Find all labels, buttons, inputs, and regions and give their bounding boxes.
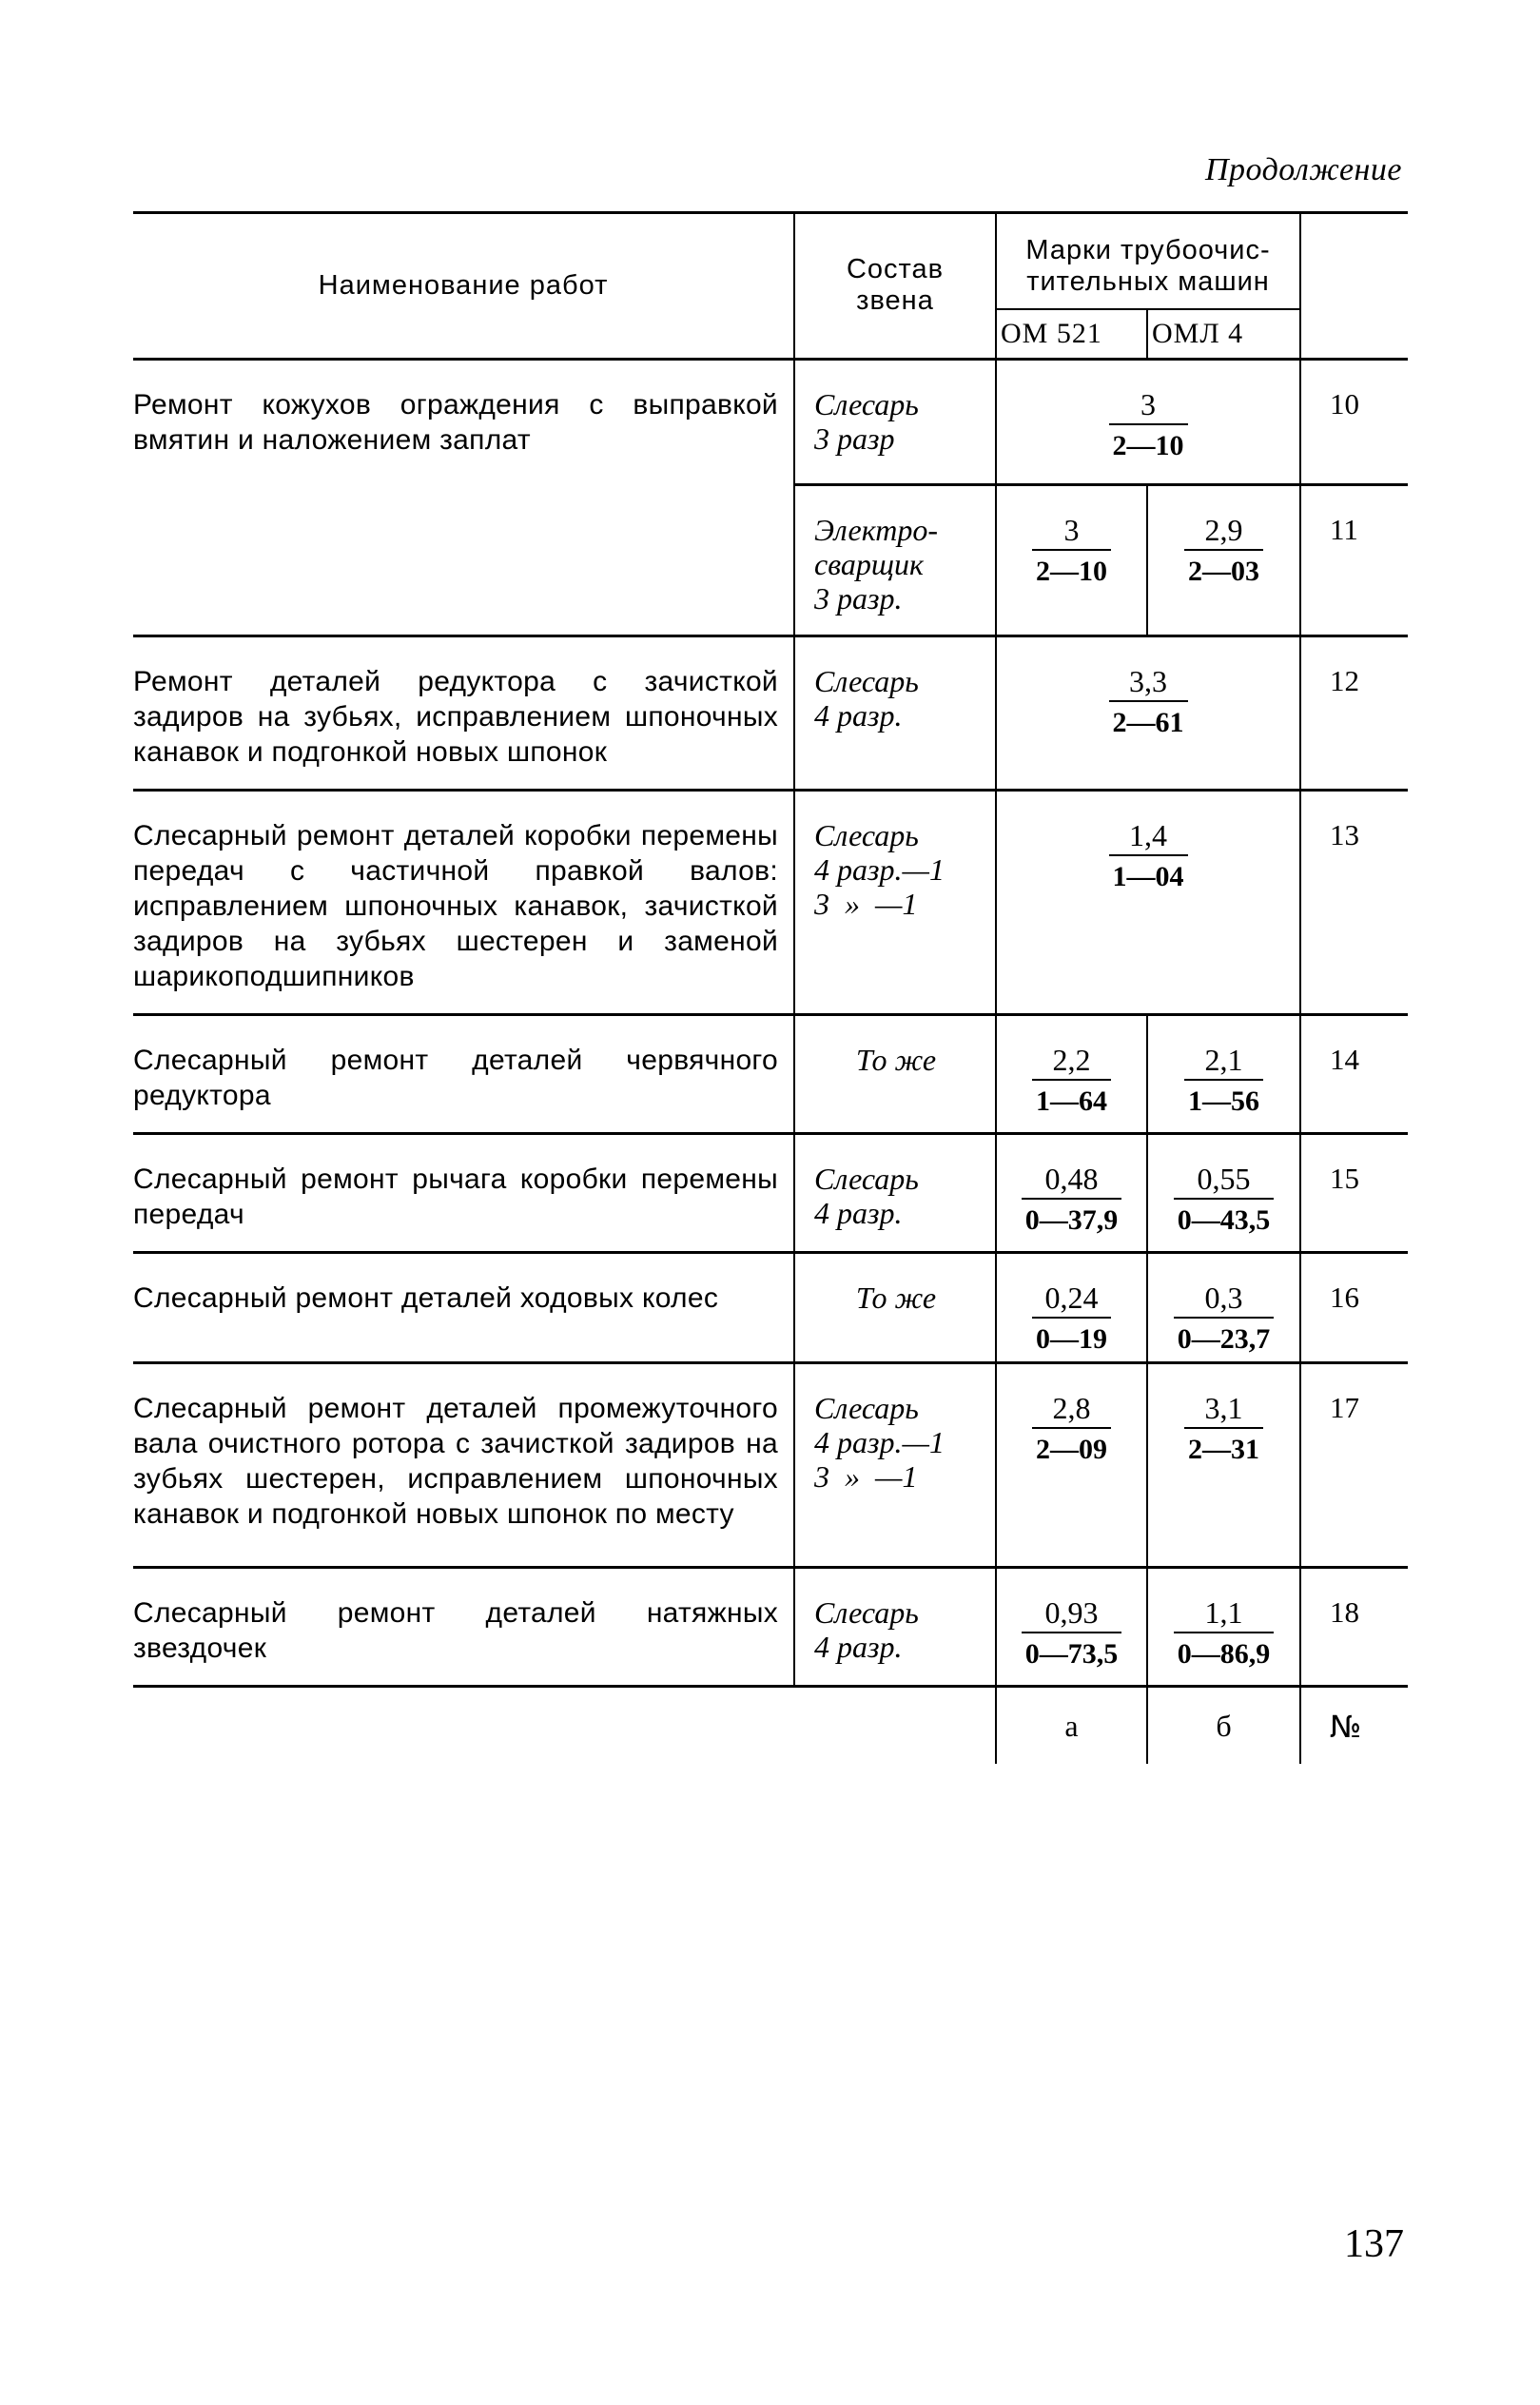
norm-a-fraction-hours: 2,8 [1032, 1391, 1111, 1429]
norm-a-fraction-price: 0—19 [1036, 1322, 1107, 1355]
norms-table [133, 211, 1408, 1764]
header-work-name: Наименование работ [133, 213, 794, 360]
crew-line: 3 разр. [814, 580, 903, 616]
norm-a-fraction-hours: 2,2 [1032, 1043, 1111, 1081]
row-number: 11 [1300, 484, 1408, 635]
crew-line: Слесарь [814, 1390, 919, 1425]
row-number: 10 [1300, 359, 1408, 484]
norm-b-fraction [1148, 1364, 1299, 1467]
table-row [133, 359, 1408, 484]
norm-fraction [997, 361, 1299, 463]
norm-a-fraction [997, 1016, 1146, 1119]
norm-fraction-hours: 3 [1109, 387, 1188, 425]
norm-a-fraction [997, 1364, 1146, 1467]
norm-b-fraction-price: 0—86,9 [1177, 1637, 1271, 1670]
norm-merged-cell [996, 359, 1300, 484]
norm-a-cell [996, 1133, 1147, 1252]
norm-a-fraction-inner [1032, 1391, 1111, 1467]
table-row [133, 1567, 1408, 1686]
row-number: 17 [1300, 1362, 1408, 1567]
norm-fraction-price: 1—04 [1112, 860, 1184, 892]
crew-line: Слесарь [814, 663, 919, 698]
norm-a-cell [996, 484, 1147, 635]
norm-fraction-inner [1109, 664, 1188, 740]
norm-a-fraction-price: 0—37,9 [1024, 1203, 1119, 1236]
norm-b-fraction-price: 2—03 [1188, 555, 1259, 587]
row-number: 13 [1300, 790, 1408, 1014]
norm-a-fraction-price: 1—64 [1036, 1085, 1107, 1117]
table-row [133, 635, 1408, 790]
norm-b-fraction-inner [1174, 1595, 1275, 1672]
crew-line: Электро- [814, 512, 938, 547]
crew-line: 4 разр. [814, 1629, 903, 1664]
crew-cell [794, 1362, 996, 1567]
norm-fraction-hours: 1,4 [1109, 818, 1188, 856]
norm-b-fraction-hours: 0,3 [1174, 1281, 1275, 1319]
footer-label-b: б [1147, 1686, 1300, 1764]
header-machine-b: ОМЛ 4 [1147, 309, 1300, 360]
norm-b-fraction-hours: 1,1 [1174, 1595, 1275, 1633]
norm-a-cell [996, 1252, 1147, 1362]
norm-a-fraction-inner [1032, 513, 1111, 589]
norm-b-fraction [1148, 1569, 1299, 1672]
norm-a-fraction [997, 1135, 1146, 1238]
norm-a-fraction [997, 486, 1146, 589]
crew-cell [794, 1133, 996, 1252]
norm-a-fraction-inner [1022, 1595, 1122, 1672]
norm-b-fraction-hours: 0,55 [1174, 1162, 1275, 1200]
norm-a-fraction-price: 0—73,5 [1024, 1637, 1119, 1670]
crew-line: Слесарь [814, 1161, 919, 1196]
norm-fraction [997, 792, 1299, 894]
row-number: 12 [1300, 635, 1408, 790]
norm-merged-cell [996, 790, 1300, 1014]
crew-cell [794, 359, 996, 484]
norm-a-fraction-price: 2—09 [1036, 1433, 1107, 1465]
norm-b-fraction-inner [1184, 1043, 1263, 1119]
norm-b-fraction-inner [1184, 1391, 1263, 1467]
crew-line: 4 разр. [814, 1195, 903, 1230]
norm-a-fraction-hours: 0,48 [1022, 1162, 1122, 1200]
work-name-cell: Слесарный ремонт деталей коробки перемены передач с частичной правкой валов: исправлением шпоночных канавок, зачисткой задиров на зубьях шестерен и заменой шарикоподшипников [133, 790, 794, 1014]
crew-cell [794, 484, 996, 635]
footer-label-a: а [996, 1686, 1147, 1764]
crew-line: 3 » —1 [814, 886, 918, 921]
crew-cell [794, 635, 996, 790]
norm-a-cell [996, 1567, 1147, 1686]
table-row [133, 1133, 1408, 1252]
norm-b-fraction-price: 2—31 [1188, 1433, 1259, 1465]
work-name-cell: Ремонт кожухов ограждения с выправкой вмятин и наложением заплат [133, 359, 794, 635]
footer-label-number: № [1300, 1686, 1408, 1764]
crew-cell [794, 1014, 996, 1133]
crew-line: 4 разр. [814, 697, 903, 733]
row-number: 15 [1300, 1133, 1408, 1252]
norm-fraction-hours: 3,3 [1109, 664, 1188, 702]
header-machines-group: Марки трубоочис-тительных машин [996, 213, 1300, 309]
norm-a-fraction [997, 1254, 1146, 1357]
norm-b-fraction [1148, 1254, 1299, 1357]
norm-a-fraction-hours: 3 [1032, 513, 1111, 551]
table-row [133, 1014, 1408, 1133]
norm-b-cell [1147, 1014, 1300, 1133]
norm-b-fraction-inner [1184, 513, 1263, 589]
row-number: 18 [1300, 1567, 1408, 1686]
work-name-cell: Слесарный ремонт деталей натяжных звездочек [133, 1567, 794, 1686]
row-number: 14 [1300, 1014, 1408, 1133]
crew-line: сварщик [814, 546, 924, 581]
crew-line: То же [855, 1280, 937, 1315]
norm-fraction [997, 637, 1299, 740]
norm-b-cell [1147, 1252, 1300, 1362]
work-name-cell: Слесарный ремонт деталей ходовых колес [133, 1252, 794, 1362]
norm-b-fraction-inner [1174, 1162, 1275, 1238]
page-number: 137 [1344, 2222, 1404, 2266]
row-number: 16 [1300, 1252, 1408, 1362]
norm-b-cell [1147, 1567, 1300, 1686]
norm-b-fraction-inner [1174, 1281, 1275, 1357]
crew-cell [794, 1252, 996, 1362]
norm-b-fraction-price: 0—23,7 [1177, 1322, 1271, 1355]
crew-line: 3 » —1 [814, 1458, 918, 1494]
crew-line: Слесарь [814, 386, 919, 421]
norm-a-fraction-hours: 0,93 [1022, 1595, 1122, 1633]
norm-a-fraction-inner [1022, 1162, 1122, 1238]
norm-a-cell [996, 1362, 1147, 1567]
norm-fraction-inner [1109, 387, 1188, 463]
crew-line: Слесарь [814, 1594, 919, 1630]
footer-row [133, 1686, 1408, 1764]
norm-b-fraction [1148, 1016, 1299, 1119]
table-row [133, 790, 1408, 1014]
continuation-label: Продолжение [1204, 152, 1402, 187]
norm-a-fraction-inner [1032, 1043, 1111, 1119]
crew-line: То же [855, 1042, 937, 1077]
norm-b-fraction-price: 1—56 [1188, 1085, 1259, 1117]
footer-blank [133, 1686, 794, 1764]
crew-line: Слесарь [814, 817, 919, 852]
norm-a-fraction-inner [1032, 1281, 1111, 1357]
norm-fraction-inner [1109, 818, 1188, 894]
work-name-cell: Слесарный ремонт деталей промежуточного вала очистного ротора с зачисткой задиров на зубьях шестерен, исправлением шпоночных канавок и подгонкой новых шпонок по месту [133, 1362, 794, 1567]
crew-line: 3 разр [814, 420, 895, 456]
crew-cell [794, 790, 996, 1014]
footer-blank [794, 1686, 996, 1764]
table-row [133, 1252, 1408, 1362]
norm-a-fraction-price: 2—10 [1036, 555, 1107, 587]
crew-line: 4 разр.—1 [814, 851, 945, 887]
norm-a-cell [996, 1014, 1147, 1133]
norm-b-fraction-hours: 2,1 [1184, 1043, 1263, 1081]
header-machine-a: ОМ 521 [996, 309, 1147, 360]
norm-b-fraction-price: 0—43,5 [1177, 1203, 1271, 1236]
norm-b-fraction [1148, 1135, 1299, 1238]
crew-cell [794, 1567, 996, 1686]
norm-b-fraction-hours: 2,9 [1184, 513, 1263, 551]
norm-fraction-price: 2—10 [1112, 429, 1184, 461]
norm-b-fraction-hours: 3,1 [1184, 1391, 1263, 1429]
norm-b-cell [1147, 484, 1300, 635]
header-number-blank [1300, 213, 1408, 360]
header-crew: Состав звена [794, 213, 996, 360]
norm-a-fraction [997, 1569, 1146, 1672]
work-name-cell: Слесарный ремонт рычага коробки перемены передач [133, 1133, 794, 1252]
norm-a-fraction-hours: 0,24 [1032, 1281, 1111, 1319]
work-name-cell: Слесарный ремонт деталей червячного редуктора [133, 1014, 794, 1133]
work-name-cell: Ремонт деталей редуктора с зачисткой задиров на зубьях, исправлением шпоночных канавок и подгонкой новых шпонок [133, 635, 794, 790]
table-row [133, 1362, 1408, 1567]
norm-b-cell [1147, 1362, 1300, 1567]
norm-merged-cell [996, 635, 1300, 790]
norm-b-fraction [1148, 486, 1299, 589]
norm-fraction-price: 2—61 [1112, 706, 1184, 738]
norm-b-cell [1147, 1133, 1300, 1252]
crew-line: 4 разр.—1 [814, 1424, 945, 1459]
